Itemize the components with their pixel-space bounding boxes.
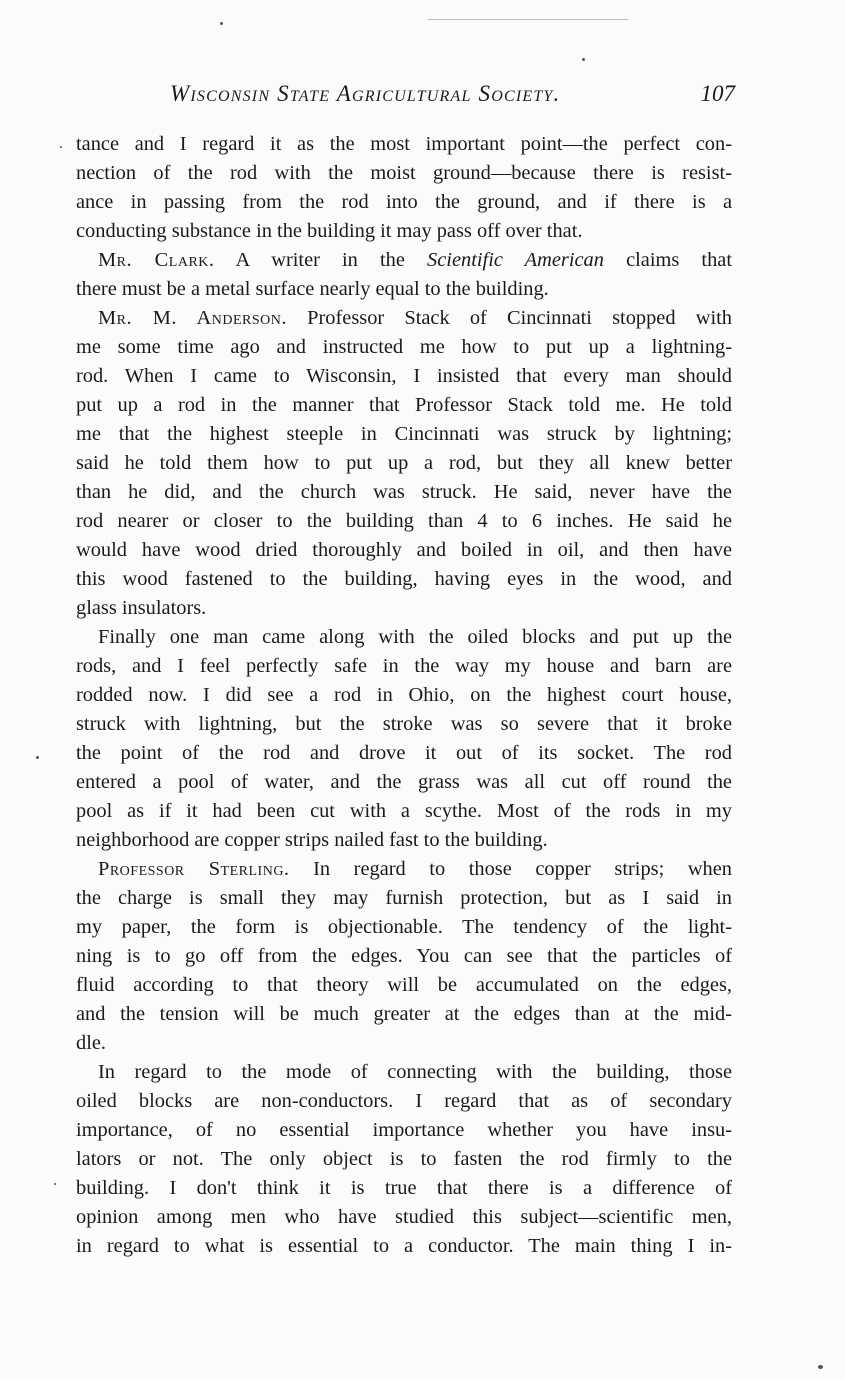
text-line: me some time ago and instructed me how to put up a lightning- [76,336,732,358]
scan-speck [582,58,585,61]
speaker-name: Mr. M. Anderson. [98,307,287,329]
text-line: this wood fastened to the building, having eyes in the wood, and [76,568,732,590]
scan-speck [60,146,62,148]
text-line: rods, and I feel perfectly safe in the way my house and barn are [76,655,732,677]
scan-speck [818,1365,823,1369]
text-line: opinion among men who have studied this subject—scientific men, [76,1206,732,1228]
text-line: conducting substance in the building it may pass off over that. [76,220,583,242]
text-line: lators or not. The only object is to fasten the rod firmly to the [76,1148,732,1170]
paragraph-2 [76,246,732,304]
text-line: In regard to the mode of connecting with the building, those [98,1061,732,1083]
text-line: rod. When I came to Wisconsin, I insisted that every man should [76,365,732,387]
text-line: pool as if it had been cut with a scythe. Most of the rods in my [76,800,732,822]
text-line: the point of the rod and drove it out of its socket. The rod [76,742,732,764]
text-segment: Professor Stack of Cincinnati stopped with [307,307,732,329]
text-line: neighborhood are copper strips nailed fast to the building. [76,829,548,851]
text-line: entered a pool of water, and the grass was all cut off round the [76,771,732,793]
text-line [76,304,732,333]
scan-speck [220,22,223,25]
text-line: nection of the rod with the moist ground—because there is resist- [76,162,732,184]
text-line: put up a rod in the manner that Professor Stack told me. He told [76,394,732,416]
text-line: me that the highest steeple in Cincinnati was struck by lightning; [76,423,732,445]
text-line: tance and I regard it as the most important point—the perfect con- [76,133,732,155]
speaker-name: Professor Sterling. [98,858,290,880]
text-line: and the tension will be much greater at the edges than at the mid- [76,1003,732,1025]
text-segment: A writer in the [235,249,405,271]
text-line: said he told them how to put up a rod, but they all knew better [76,452,732,474]
text-line: dle. [76,1032,107,1054]
text-line: ance in passing from the rod into the ground, and if there is a [76,191,732,213]
speaker-name: Mr. Clark. [98,249,215,271]
paragraph-1 [76,130,732,246]
publication-title: Scientific American [427,249,604,271]
body-text [76,130,732,1261]
text-line [76,246,732,275]
text-line: importance, of no essential importance whether you have insu- [76,1119,732,1141]
text-segment: In regard to those copper strips; when [313,858,732,880]
text-line: oiled blocks are non-conductors. I regard that as of secondary [76,1090,732,1112]
running-head [170,81,735,113]
text-line [76,855,732,884]
text-line: the charge is small they may furnish protection, but as I said in [76,887,732,909]
text-line: Finally one man came along with the oiled blocks and put up the [98,626,732,648]
text-segment: claims that [626,249,732,271]
top-rule [428,19,628,20]
paragraph-5 [76,855,732,1058]
paragraph-6 [76,1058,732,1261]
text-line: building. I don't think it is true that there is a difference of [76,1177,732,1199]
scan-speck [54,1183,56,1185]
paragraph-4 [76,623,732,855]
text-line: there must be a metal surface nearly equal to the building. [76,278,549,300]
text-line: would have wood dried thoroughly and boiled in oil, and then have [76,539,732,561]
text-line: fluid according to that theory will be accumulated on the edges, [76,974,732,996]
text-line: my paper, the form is objectionable. The tendency of the light- [76,916,732,938]
text-line: glass insulators. [76,597,207,619]
text-line: ning is to go off from the edges. You can see that the particles of [76,945,732,967]
text-line: rodded now. I did see a rod in Ohio, on the highest court house, [76,684,732,706]
text-line: rod nearer or closer to the building than 4 to 6 inches. He said he [76,510,732,532]
running-head-title: Wisconsin State Agricultural Society. [170,81,561,106]
text-line: struck with lightning, but the stroke was so severe that it broke [76,713,732,735]
paragraph-3 [76,304,732,623]
scan-speck [36,756,39,759]
text-line: than he did, and the church was struck. He said, never have the [76,481,732,503]
text-line: in regard to what is essential to a conductor. The main thing I in- [76,1235,732,1257]
page-number: 107 [700,81,735,106]
